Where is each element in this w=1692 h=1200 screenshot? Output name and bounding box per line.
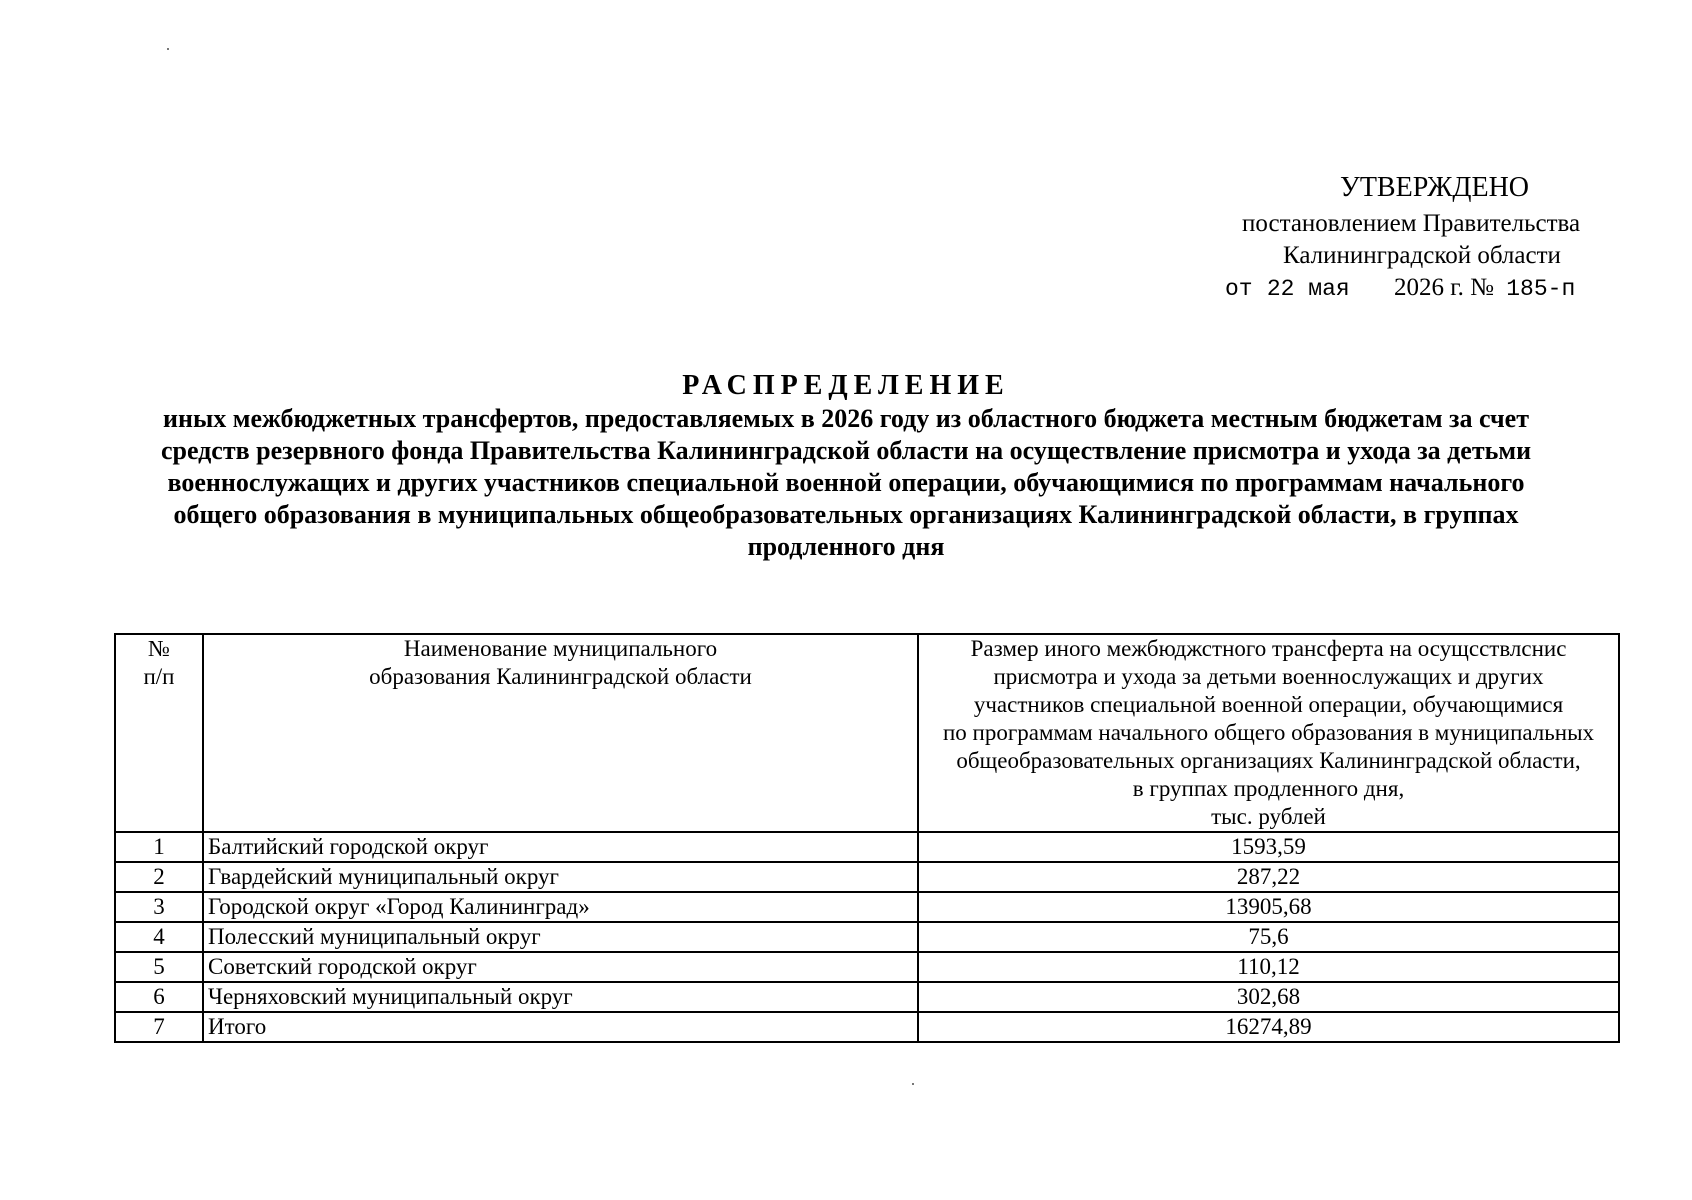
row-amount: 110,12 <box>918 952 1619 982</box>
subtitle-line: продленного дня <box>747 532 945 561</box>
approval-number: 185-п <box>1506 276 1576 302</box>
approval-line-2: Калининградской области <box>1283 242 1561 269</box>
header-number: № п/п <box>115 634 203 832</box>
subtitle-line: средств резервного фонда Правительства Калининградской области на осуществление присмотра и ухода за детьми <box>160 436 1532 465</box>
table-header-row <box>115 634 1619 832</box>
header-amount: Размер иного межбюджстного трансферта на осущсствлснис присмотра и ухода за детьми военнослужащих и других участников специальной военной операции, обучающимися по программам начального общего образования в муниципальных общеобразовательных организациях Калининградской области, в группах продленного дня, тыс. рублей <box>918 634 1619 832</box>
approval-line-1: постановлением Правительства <box>1242 210 1581 237</box>
row-municipality: Черняховский муниципальный округ <box>203 982 918 1012</box>
row-amount: 75,6 <box>918 922 1619 952</box>
row-number: 2 <box>115 862 203 892</box>
header-municipality: Наименование муниципального образования Калининградской области <box>203 634 918 832</box>
row-municipality: Итого <box>203 1012 918 1042</box>
document-title: РАСПРЕДЕЛЕНИЕ <box>682 370 1010 401</box>
table-row-total <box>115 1012 1619 1042</box>
approval-title: УТВЕРЖДЕНО <box>1340 172 1530 203</box>
approval-year: 2026 г. № <box>1393 274 1494 301</box>
approval-date-value: 22 мая <box>1266 276 1350 302</box>
row-number: 3 <box>115 892 203 922</box>
row-amount: 287,22 <box>918 862 1619 892</box>
table-row <box>115 952 1619 982</box>
row-number: 1 <box>115 832 203 862</box>
row-amount: 13905,68 <box>918 892 1619 922</box>
table-row <box>115 922 1619 952</box>
row-municipality: Полесский муниципальный округ <box>203 922 918 952</box>
row-number: 5 <box>115 952 203 982</box>
table-row <box>115 832 1619 862</box>
table-row <box>115 862 1619 892</box>
distribution-table <box>114 633 1620 1043</box>
row-municipality: Городской округ «Город Калининград» <box>203 892 918 922</box>
row-municipality: Гвардейский муниципальный округ <box>203 862 918 892</box>
row-municipality: Балтийский городской округ <box>203 832 918 862</box>
table-row <box>115 982 1619 1012</box>
subtitle-line: военнослужащих и других участников специальной военной операции, обучающимися по программам начального <box>167 468 1525 497</box>
row-number: 7 <box>115 1012 203 1042</box>
approval-date-prefix: от <box>1225 276 1253 302</box>
row-amount: 302,68 <box>918 982 1619 1012</box>
row-number: 6 <box>115 982 203 1012</box>
document-subtitle <box>100 403 1592 563</box>
row-amount: 16274,89 <box>918 1012 1619 1042</box>
scan-speck <box>167 48 169 50</box>
approval-date <box>1225 272 1575 305</box>
subtitle-line: общего образования в муниципальных общеобразовательных организациях Калининградской области, в группах <box>173 500 1519 529</box>
row-municipality: Советский городской округ <box>203 952 918 982</box>
row-number: 4 <box>115 922 203 952</box>
scan-speck <box>912 1083 914 1085</box>
subtitle-line: иных межбюджетных трансфертов, предоставляемых в 2026 году из областного бюджета местным бюджетам за счет <box>163 404 1529 433</box>
table-row <box>115 892 1619 922</box>
row-amount: 1593,59 <box>918 832 1619 862</box>
